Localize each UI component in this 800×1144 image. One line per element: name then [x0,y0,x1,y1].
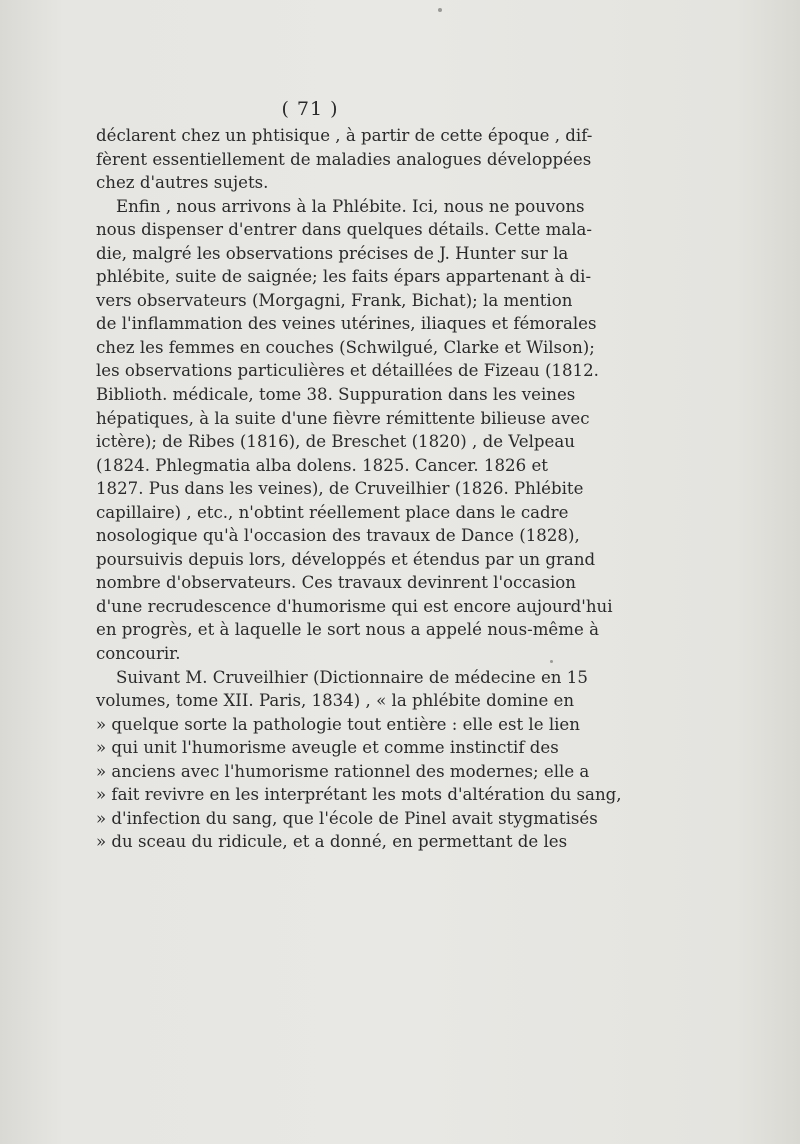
text-line: concourir. [96,644,181,664]
text-line: d'une recrudescence d'humorisme qui est encore aujourd'hui [96,596,613,616]
text-line: en progrès, et à laquelle le sort nous a appelé nous-même à [96,620,599,640]
text-line: capillaire) , etc., n'obtint réellement place dans le cadre [96,502,569,522]
text-line: » anciens avec l'humorisme rationnel des modernes; elle a [96,761,590,781]
text-line: » d'infection du sang, que l'école de Pinel avait stygmatisés [96,808,598,828]
text-line: (1824. Phlegmatia alba dolens. 1825. Cancer. 1826 et [96,455,548,475]
text-line: Suivant M. Cruveilhier (Dictionnaire de médecine en 15 [116,667,588,687]
text-line: » du sceau du ridicule, et a donné, en permettant de les [96,832,568,852]
text-line: die, malgré les observations précises de J. Hunter sur la [96,243,569,263]
text-line: déclarent chez un phtisique , à partir de cette époque , dif- [96,126,593,145]
text-line: ictère); de Ribes (1816), de Breschet (1820) , de Velpeau [96,432,575,452]
text-line: hépatiques, à la suite d'une fièvre rémittente bilieuse avec [96,408,590,428]
text-line: les observations particulières et détaillées de Fizeau (1812. [96,361,599,381]
text-line: fèrent essentiellement de maladies analogues développées [96,149,592,169]
text-line: » qui unit l'humorisme aveugle et comme instinctif des [96,738,559,758]
text-line: volumes, tome XII. Paris, 1834) , « la phlébite domine en [96,691,575,711]
text-line: de l'inflammation des veines utérines, iliaques et fémorales [96,314,597,334]
text-line: Biblioth. médicale, tome 38. Suppuration dans les veines [96,385,576,405]
paper-speck [550,660,553,663]
page-number: ( 71 ) [281,98,339,120]
text-line: chez d'autres sujets. [96,173,269,193]
text-line: Enfin , nous arrivons à la Phlébite. Ici, nous ne pouvons [116,196,585,216]
text-line: phlébite, suite de saignée; les faits épars appartenant à di- [96,267,592,287]
text-line: nosologique qu'à l'occasion des travaux de Dance (1828), [96,526,580,546]
text-line: » fait revivre en les interprétant les mots d'altération du sang, [96,785,622,805]
text-line: nombre d'observateurs. Ces travaux devinrent l'occasion [96,573,576,593]
body-text [96,124,622,854]
text-line: nous dispenser d'entrer dans quelques détails. Cette mala- [96,220,593,240]
text-line: » quelque sorte la pathologie tout entière : elle est le lien [96,714,580,734]
text-line: chez les femmes en couches (Schwilgué, Clarke et Wilson); [96,337,595,357]
text-line: 1827. Pus dans les veines), de Cruveilhier (1826. Phlébite [96,479,584,499]
text-line: poursuivis depuis lors, développés et étendus par un grand [96,549,596,569]
paper-speck [438,8,442,12]
text-line: vers observateurs (Morgagni, Frank, Bichat); la mention [96,290,573,310]
